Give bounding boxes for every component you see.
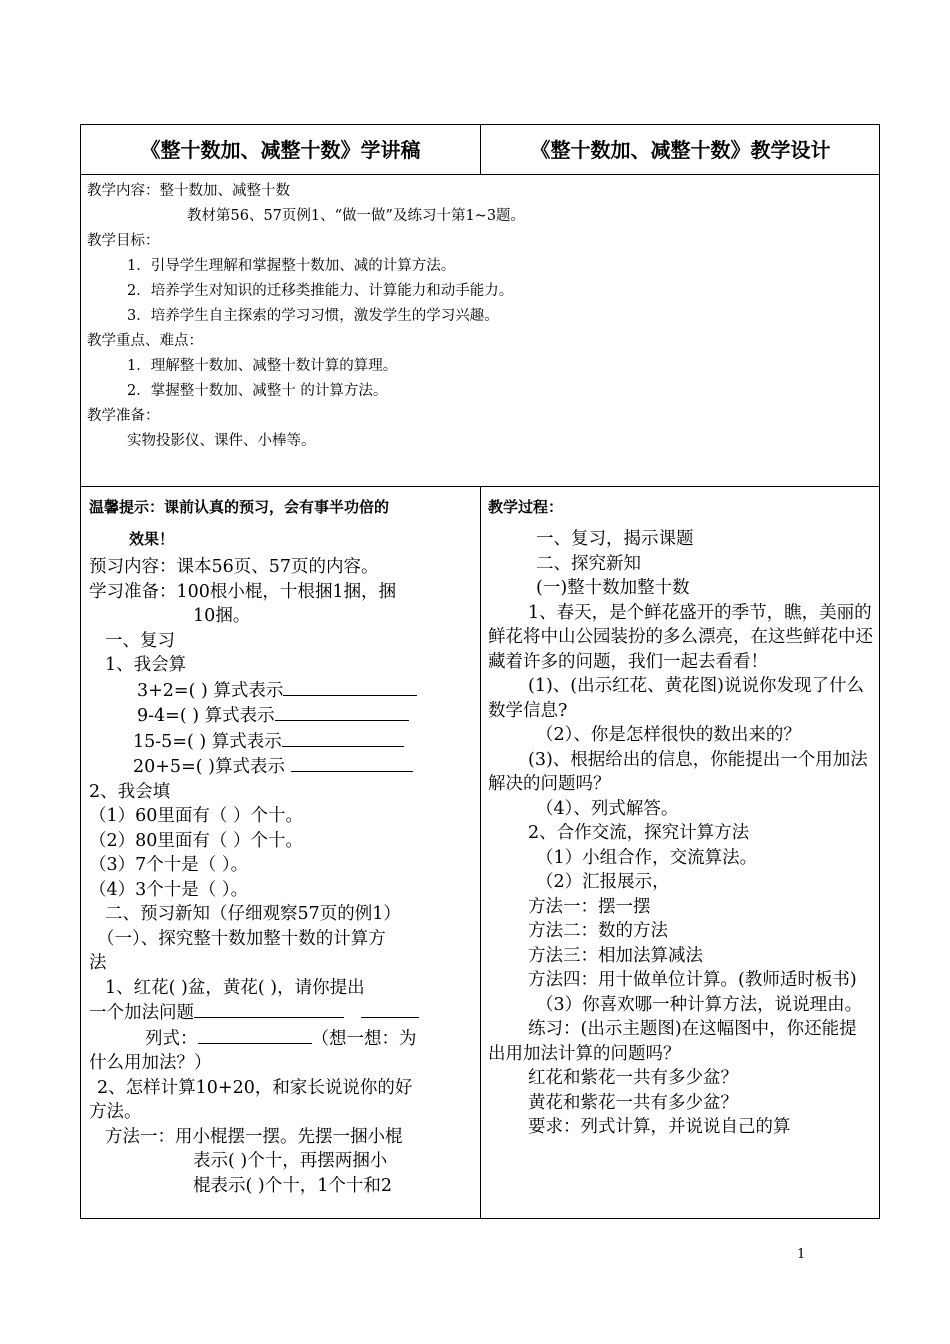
guide-line: 表示( )个十，再摆两捆小 [193, 1151, 388, 1171]
process-para: 方法三：相加法算减法 [528, 945, 703, 966]
info-line: 教学重点、难点： [87, 333, 203, 349]
answer-blank[interactable] [275, 703, 409, 721]
tip-line: 效果！ [129, 530, 175, 548]
guide-line: 15-5=( ) 算式表示 [89, 729, 472, 755]
guide-line: 2、我会填 [89, 781, 171, 802]
info-line: 1．引导学生理解和掌握整十数加、减的计算方法。 [127, 258, 456, 274]
process-para: 一、复习，揭示课题 [536, 529, 694, 549]
info-line: 1．理解整十数加、减整十数计算的算理。 [127, 358, 398, 374]
process-para: （4）、列式解答。 [536, 798, 679, 819]
guide-line: 2、怎样计算10+20，和家长说说你的好 [97, 1077, 413, 1098]
process-para: 二、探究新知 [536, 553, 641, 574]
guide-line: 法 [89, 953, 107, 973]
info-line: 3．培养学生自主探索的学习习惯，激发学生的学习兴趣。 [127, 308, 499, 324]
process-para: 练习：(出示主题图)在这幅图中，你还能提出用加法计算的问题吗？ [488, 1019, 857, 1064]
guide-line: 一个加法问题 [89, 1000, 472, 1026]
guide-line: 二、预习新知（仔细观察57页的例1） [105, 904, 401, 924]
process-para: （2）、你是怎样很快的数出来的？ [536, 725, 801, 745]
guide-line: 1、红花( )盆，黄花( )，请你提出 [105, 977, 365, 998]
guide-line: 1、我会算 [105, 655, 187, 675]
guide-line: 10捆。 [193, 606, 251, 626]
teaching-info [81, 175, 879, 487]
guide-line: 方法一：用小棍摆一摆。先摆一捆小棍 [105, 1126, 403, 1147]
guide-line: 预习内容：课本56页、57页的内容。 [89, 557, 379, 577]
process-para: （3）你喜欢哪一种计算方法，说说理由。 [536, 994, 863, 1015]
right-title: 《整十数加、减整十数》教学设计 [530, 138, 831, 162]
guide-line: （3）7个十是（ ）。 [89, 855, 249, 875]
process-para: （2）汇报展示， [536, 872, 670, 892]
guide-line: 方法。 [89, 1102, 142, 1122]
guide-line: 9-4=( ) 算式表示 [89, 703, 472, 729]
process-para: 2、合作交流，探究计算方法 [528, 823, 750, 843]
info-line: 2．掌握整十数加、减整十 的计算方法。 [127, 383, 388, 399]
process-title: 教学过程： [488, 498, 564, 516]
process-para: (3)、根据给出的信息，你能提出一个用加法解决的问题吗？ [488, 749, 868, 794]
guide-line: （4）3个十是（ ）。 [89, 879, 249, 900]
guide-line: 什么用加法？） [89, 1053, 212, 1073]
guide-line: 3+2=( ) 算式表示 [89, 678, 472, 704]
guide-line: （2）80里面有（ ）个十。 [89, 830, 303, 851]
header-divider [480, 125, 481, 175]
lesson-table [80, 124, 880, 1219]
info-line: 2．培养学生对知识的迁移类推能力、计算能力和动手能力。 [127, 283, 514, 299]
guide-line: （1）60里面有（ ）个十。 [89, 806, 303, 826]
process-para: 要求：列式计算，并说说自己的算 [528, 1117, 791, 1137]
guide-line: 棍表示( )个十，1个十和2 [193, 1175, 392, 1196]
info-line: 教学目标： [87, 233, 160, 249]
info-line: 教学内容：整十数加、减整十数 [87, 183, 290, 199]
info-line: 教学准备： [87, 408, 160, 424]
process-para: 红花和紫花一共有多少盆？ [528, 1068, 738, 1088]
info-line: 教材第56、57页例1、“做一做”及练习十第1~3题。 [187, 208, 526, 224]
process-para: 黄花和紫花一共有多少盆？ [528, 1092, 738, 1113]
guide-line: 列式： （想一想：为 [89, 1026, 472, 1052]
guide-line: 一、复习 [105, 630, 175, 651]
left-title: 《整十数加、减整十数》学讲稿 [140, 138, 421, 162]
answer-blank[interactable] [282, 729, 404, 747]
answer-blank[interactable] [194, 1000, 344, 1018]
guide-line: （一）、探究整十数加整十数的计算方 [97, 928, 386, 949]
study-guide-column [81, 487, 480, 1218]
teaching-process-column [480, 487, 881, 1218]
process-para: （1）小组合作，交流算法。 [536, 847, 758, 868]
process-para: (一)整十数加整十数 [536, 578, 690, 598]
process-para: (1)、(出示红花、黄花图)说说你发现了什么数学信息? [488, 676, 864, 721]
info-line: 实物投影仪、课件、小棒等。 [127, 433, 316, 449]
answer-blank[interactable] [283, 678, 417, 696]
tip-line: 温馨提示：课前认真的预习，会有事半功倍的 [89, 498, 390, 516]
answer-blank[interactable] [198, 1026, 312, 1044]
guide-line: 20+5=( )算式表示 [89, 754, 472, 780]
guide-line: 学习准备：100根小棍，十根捆1捆，捆 [89, 581, 397, 602]
page-number: 1 [797, 1247, 806, 1262]
answer-blank[interactable] [291, 754, 413, 772]
process-para: 1、春天，是个鲜花盛开的季节，瞧，美丽的鲜花将中山公园装扮的多么漂亮，在这些鲜花中还藏着许多的问题，我们一起去看看！ [488, 602, 873, 672]
process-para: 方法二：数的方法 [528, 921, 668, 941]
process-para: 方法一：摆一摆 [528, 896, 651, 917]
process-para: 方法四：用十做单位计算。(教师适时板书) [528, 970, 857, 990]
answer-blank[interactable] [361, 1000, 419, 1018]
